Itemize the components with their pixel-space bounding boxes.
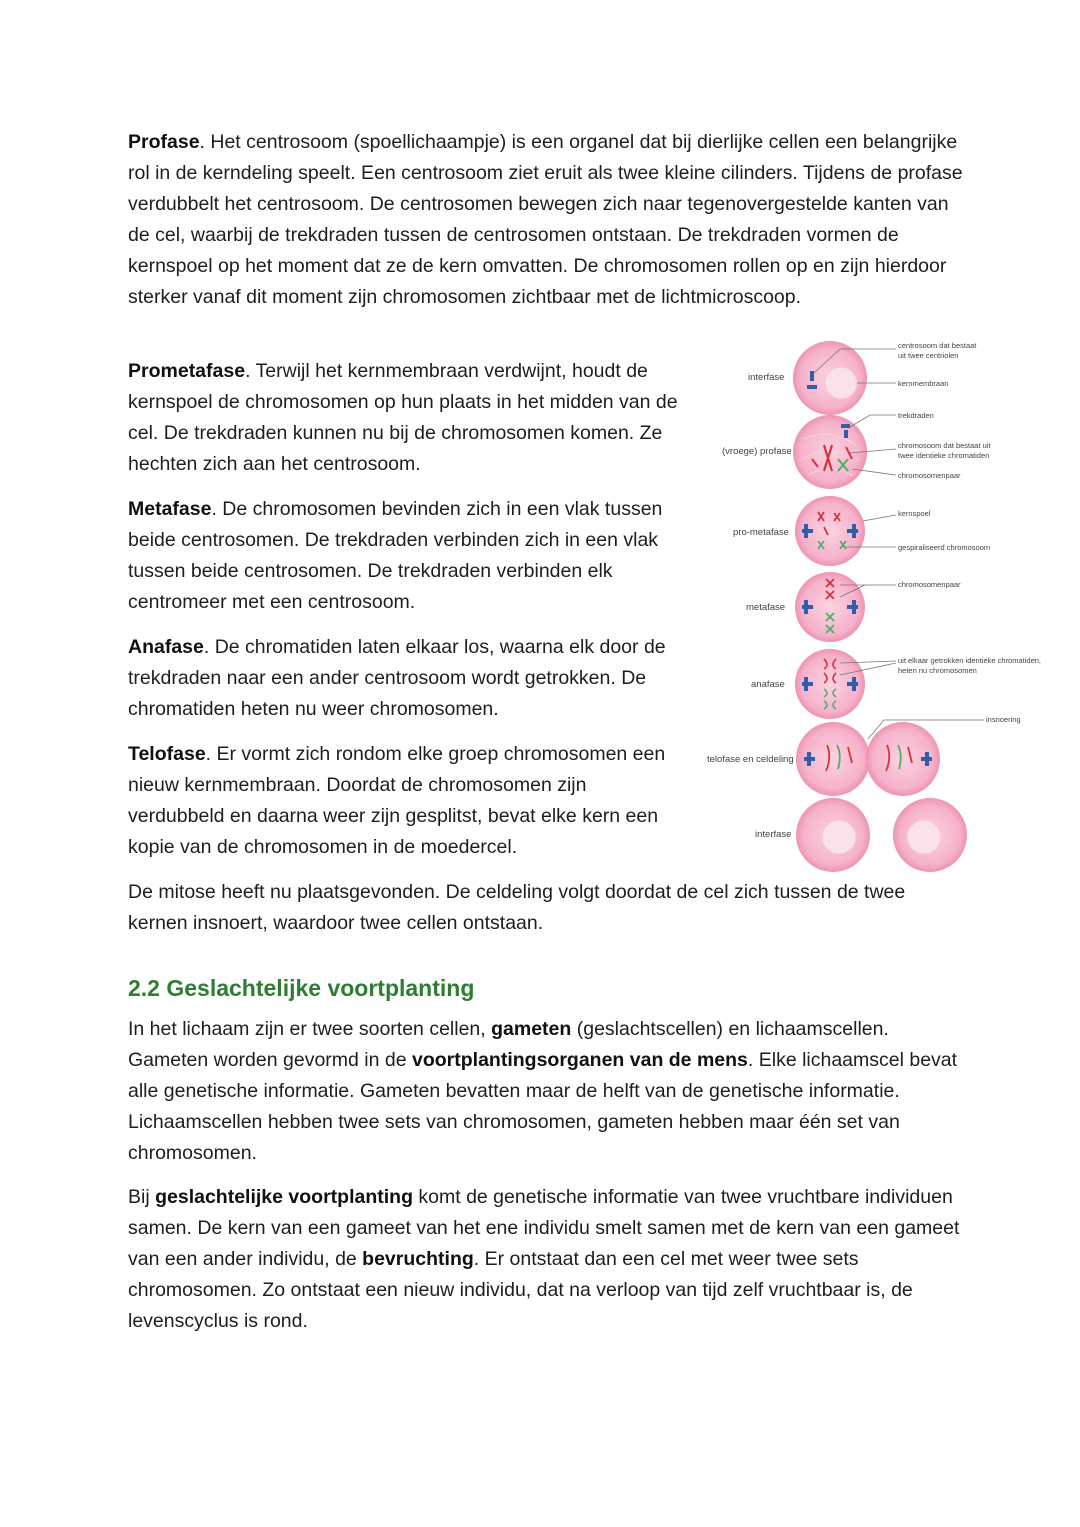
note-chromosomenpaar-2: chromosomenpaar xyxy=(898,580,961,589)
note-centrosoom-1: centrosoom dat bestaat xyxy=(898,341,977,350)
mitose-text: De mitose heeft nu plaatsgevonden. De celdeling volgt doordat de cel zich tussen de twee kernen insnoert, waardoor twee cellen ontstaan. xyxy=(128,881,906,934)
note-uitelkaar-2: heten nu chromosomen xyxy=(898,666,977,675)
note-chromosoom-1: chromosoom dat bestaat uit xyxy=(898,441,991,450)
cell-interfase xyxy=(793,341,867,415)
label-anafase: anafase xyxy=(751,679,785,690)
metafase-text: . De chromosomen bevinden zich in een vlak tussen beide centrosomen. De trekdraden verbinden zich in een vlak tussen beide centrosomen. De trekdraden verbinden elk centromeer met een centrosoom. xyxy=(128,498,663,613)
term-profase: Profase xyxy=(128,131,200,153)
section-heading: 2.2 Geslachtelijke voortplanting xyxy=(128,975,475,1001)
cell-types-text-3: . Elke lichaamscel bevat alle genetische informatie. Gameten bevatten maar de helft van de genetische informatie. Lichaamscellen hebben twee sets van chromosomen, gameten hebben maar één set van chromosomen. xyxy=(128,1049,958,1164)
cell-anafase xyxy=(795,649,865,719)
telofase-text: . Er vormt zich rondom elke groep chromosomen een nieuw kernmembraan. Doordat de chromosomen zijn verdubbeld en daarna weer zijn gesplitst, bevat elke kern een kopie van de chromosomen in de moedercel. xyxy=(128,743,666,858)
note-insnoering: insnoering xyxy=(986,715,1021,724)
paragraph-profase xyxy=(128,127,968,313)
label-metafase: metafase xyxy=(746,602,786,613)
label-telofase: telofase en celdeling xyxy=(707,754,794,765)
paragraph-metafase xyxy=(128,494,698,618)
profase-text: . Het centrosoom (spoellichaampje) is een organel dat bij dierlijke cellen een belangrijke rol in de kerndeling speelt. Een centrosoom ziet eruit als twee kleine cilinders. Tijdens de profase verdubbelt het centrosoom. De centrosomen bewegen zich naar tegenovergestelde kanten van de cel, waarbij de trekdraden tussen de centrosomen ontstaan. De trekdraden vormen de kernspoel op het moment dat ze de kern omvatten. De chromosomen rollen op en zijn hierdoor sterker vanaf dit moment zijn chromosomen zichtbaar met de lichtmicroscoop. xyxy=(128,131,963,308)
cell-telofase xyxy=(796,722,940,796)
term-telofase: Telofase xyxy=(128,743,206,765)
cell-types-text-1: In het lichaam zijn er twee soorten cellen, xyxy=(128,1018,492,1040)
reproduction-text-2: komt de genetische informatie van twee vruchtbare individuen samen. De kern van een gameet van het ene individu smelt samen met de kern van een gameet van een ander individu, de xyxy=(128,1186,960,1270)
anafase-text: . De chromatiden laten elkaar los, waarna elk door de trekdraden naar een ander centrosoom wordt getrokken. De chromatiden heten nu weer chromosomen. xyxy=(128,636,666,720)
note-chromosomenpaar: chromosomenpaar xyxy=(898,471,961,480)
cell-interfase-daughters xyxy=(796,798,967,872)
paragraph-telofase xyxy=(128,739,688,863)
mitosis-diagram xyxy=(700,335,1080,880)
note-chromosoom-2: twee identieke chromatiden xyxy=(898,451,990,460)
term-prometafase: Prometafase xyxy=(128,360,246,382)
label-prometafase: pro-metafase xyxy=(733,527,789,538)
term-gameten: gameten xyxy=(491,1018,572,1040)
paragraph-prometafase xyxy=(128,356,698,480)
label-interfase: interfase xyxy=(748,372,785,383)
note-kernspoel: kernspoel xyxy=(898,509,931,518)
paragraph-anafase xyxy=(128,632,698,725)
term-metafase: Metafase xyxy=(128,498,212,520)
note-trekdraden: trekdraden xyxy=(898,411,934,420)
term-bevruchting: bevruchting xyxy=(362,1248,474,1270)
note-uitelkaar-1: uit elkaar getrokken identieke chromatiden, xyxy=(898,656,1041,665)
paragraph-cell-types xyxy=(128,1014,968,1169)
term-anafase: Anafase xyxy=(128,636,204,658)
cell-types-text-2: (geslachtscellen) en lichaamscellen. Gameten worden gevormd in de xyxy=(128,1018,889,1071)
paragraph-mitose xyxy=(128,877,968,939)
reproduction-text-1: Bij xyxy=(128,1186,156,1208)
reproduction-text-3: . Er ontstaat dan een cel met weer twee sets chromosomen. Zo ontstaat een nieuw individu, dat na verloop van tijd zelf vruchtbaar is, de levenscyclus is rond. xyxy=(128,1248,913,1332)
cell-metafase xyxy=(795,572,865,642)
note-gespiraliseerd: gespiraliseerd chromosoom xyxy=(898,543,991,552)
label-interfase-2: interfase xyxy=(755,829,792,840)
note-centrosoom-2: uit twee centriolen xyxy=(898,351,959,360)
cell-prometafase xyxy=(795,496,865,566)
note-kernmembraan: kernmembraan xyxy=(898,379,949,388)
prometafase-text: . Terwijl het kernmembraan verdwijnt, houdt de kernspoel de chromosomen op hun plaats in het midden van de cel. De trekdraden kunnen nu bij de chromosomen komen. Ze hechten zich aan het centrosoom. xyxy=(128,360,678,475)
cell-vroege-profase xyxy=(793,415,867,489)
term-voortplantingsorganen: voortplantingsorganen van de mens xyxy=(412,1049,748,1071)
paragraph-sexual-reproduction xyxy=(128,1182,968,1337)
term-geslachtelijke-voortplanting: geslachtelijke voortplanting xyxy=(155,1186,413,1208)
label-vroege-profase: (vroege) profase xyxy=(722,446,792,457)
